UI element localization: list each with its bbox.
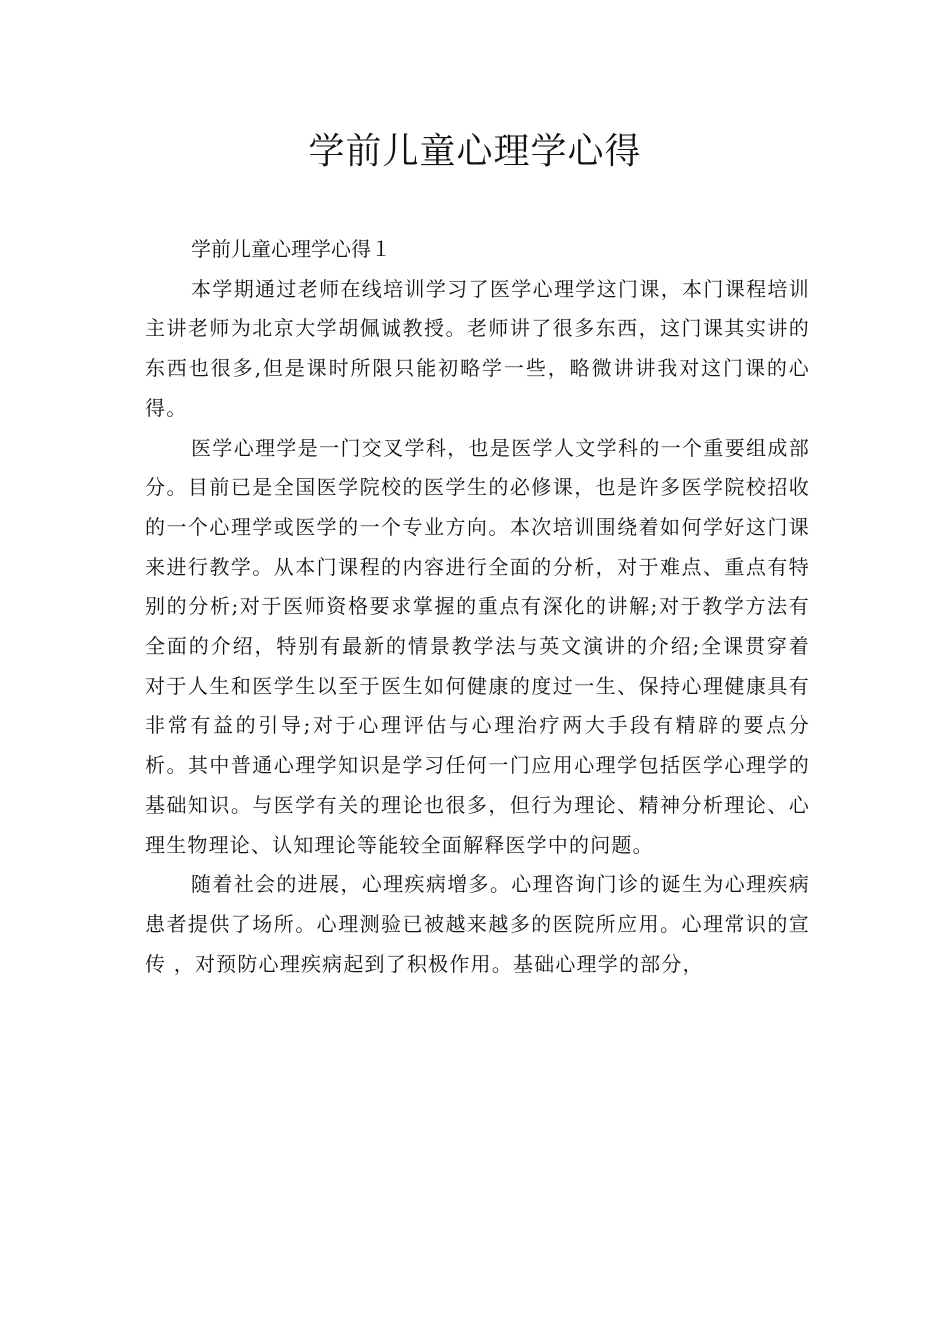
paragraph-3: 随着社会的进展，心理疾病增多。心理咨询门诊的诞生为心理疾病患者提供了场所。心理测验已被越来越多的医院所应用。心理常识的宣传 ，对预防心理疾病起到了积极作用。基础心理学的部分，: [145, 872, 810, 976]
paragraph-2: 医学心理学是一门交叉学科，也是医学人文学科的一个重要组成部分。目前已是全国医学院校的医学生的必修课，也是许多医学院校招收的一个心理学或医学的一个专业方向。本次培训围绕着如何学好这门课来进行教学。从本门课程的内容进行全面的分析，对于难点、重点有特别的分析;对于医师资格要求掌握的重点有深化的讲解;对于教学方法有全面的介绍，特别有最新的情景教学法与英文演讲的介绍;全课贯穿着对于人生和医学生以至于医生如何健康的度过一生、保持心理健康具有非常有益的引导;对于心理评估与心理治疗两大手段有精辟的要点分析。其中普通心理学知识是学习任何一门应用心理学包括医学心理学的基础知识。与医学有关的理论也很多，但行为理论、精神分析理论、心理生物理论、认知理论等能较全面解释医学中的问题。: [145, 435, 810, 857]
document-body: [145, 230, 810, 984]
paragraph-1: 本学期通过老师在线培训学习了医学心理学这门课，本门课程培训主讲老师为北京大学胡佩诚教授。老师讲了很多东西，这门课其实讲的东西也很多,但是课时所限只能初略学一些，略微讲讲我对这门课的心得。: [145, 276, 810, 420]
document-title: 学前儿童心理学心得: [308, 131, 642, 172]
section-heading: 学前儿童心理学心得１: [191, 237, 391, 261]
